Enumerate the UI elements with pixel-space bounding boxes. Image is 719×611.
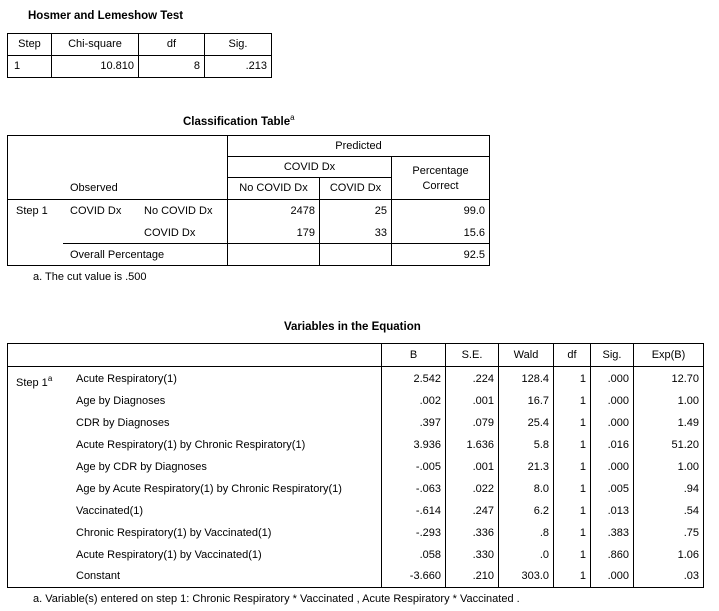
table-cell: .000 xyxy=(607,395,629,407)
variable-name: Constant xyxy=(76,570,121,582)
table-cell: 1 xyxy=(579,439,586,451)
column-header: B xyxy=(409,349,418,361)
table-cell: 21.3 xyxy=(527,461,549,473)
row-label: COVID Dx xyxy=(144,227,196,239)
grid-line xyxy=(7,343,8,588)
grid-line xyxy=(7,77,272,78)
table-cell: 1 xyxy=(579,461,586,473)
table-cell: 2478 xyxy=(290,205,315,217)
column-header: No COVID Dx xyxy=(239,182,308,194)
table-cell: .860 xyxy=(607,549,629,561)
table-cell: 1 xyxy=(579,417,586,429)
table-cell: .8 xyxy=(539,527,549,539)
grid-line xyxy=(63,243,490,244)
column-header: Chi-square xyxy=(68,38,122,50)
table-cell: .016 xyxy=(607,439,629,451)
column-header: S.E. xyxy=(461,349,483,361)
table-cell: 1 xyxy=(579,483,586,495)
column-header: df xyxy=(166,38,177,50)
table-cell: -.614 xyxy=(415,505,441,517)
equation-title: Variables in the Equation xyxy=(284,321,421,333)
table-cell: .397 xyxy=(419,417,441,429)
table-cell: 128.4 xyxy=(521,373,549,385)
table-cell: .383 xyxy=(607,527,629,539)
covid-dx-header: COVID Dx xyxy=(283,161,336,173)
column-header: COVID Dx xyxy=(329,182,382,194)
grid-line xyxy=(271,33,272,78)
column-header: Exp(B) xyxy=(651,349,686,361)
variable-name: Age by Acute Respiratory(1) by Chronic Respiratory(1) xyxy=(76,483,342,495)
column-header: Sig. xyxy=(228,38,248,50)
table-cell: .210 xyxy=(472,570,494,582)
step-label: Step 1 xyxy=(16,205,48,217)
predicted-header: Predicted xyxy=(335,140,382,152)
table-cell: 179 xyxy=(296,227,315,239)
table-cell: .000 xyxy=(607,373,629,385)
variable-name: Vaccinated(1) xyxy=(76,505,144,517)
table-cell: 1.06 xyxy=(677,549,699,561)
table-cell: 8 xyxy=(193,60,200,72)
table-cell: .005 xyxy=(607,483,629,495)
variable-name: CDR by Diagnoses xyxy=(76,417,170,429)
variable-name: Acute Respiratory(1) xyxy=(76,373,177,385)
table-cell: 15.6 xyxy=(463,227,485,239)
grid-line xyxy=(7,265,490,266)
table-cell: 1.00 xyxy=(677,395,699,407)
table-cell: .330 xyxy=(472,549,494,561)
table-cell: .058 xyxy=(419,549,441,561)
table-cell: 303.0 xyxy=(521,570,549,582)
table-cell: 8.0 xyxy=(533,483,549,495)
hosmer-title: Hosmer and Lemeshow Test xyxy=(28,10,184,22)
table-cell: -.005 xyxy=(415,461,441,473)
table-cell: 25.4 xyxy=(527,417,549,429)
grid-line xyxy=(7,33,272,34)
table-cell: -.063 xyxy=(415,483,441,495)
grid-line xyxy=(227,156,490,157)
column-header: Sig. xyxy=(602,349,622,361)
table-cell: .000 xyxy=(607,570,629,582)
table-cell: 2.542 xyxy=(413,373,441,385)
table-cell: .336 xyxy=(472,527,494,539)
table-cell: .0 xyxy=(539,549,549,561)
table-cell: 1 xyxy=(579,395,586,407)
table-cell: -.293 xyxy=(415,527,441,539)
column-header: Wald xyxy=(513,349,539,361)
table-cell: .000 xyxy=(607,417,629,429)
table-cell: .000 xyxy=(607,461,629,473)
table-cell: 1 xyxy=(579,549,586,561)
table-cell: 1 xyxy=(14,60,21,72)
classification-footnote: a. The cut value is .500 xyxy=(33,271,147,283)
grid-line xyxy=(227,177,392,178)
table-cell: 12.70 xyxy=(671,373,699,385)
variable-name: Age by Diagnoses xyxy=(76,395,166,407)
table-cell: -3.660 xyxy=(409,570,441,582)
grid-line xyxy=(7,199,490,200)
percentage-header: Percentage xyxy=(412,165,469,177)
table-cell: 33 xyxy=(374,227,387,239)
table-cell: 10.810 xyxy=(100,60,134,72)
variable-name: Chronic Respiratory(1) by Vaccinated(1) xyxy=(76,527,272,539)
grid-line xyxy=(489,135,490,266)
variable-name: Age by CDR by Diagnoses xyxy=(76,461,207,473)
classification-title: Classification Table$^a$ xyxy=(183,113,295,128)
table-cell: 3.936 xyxy=(413,439,441,451)
grid-line xyxy=(703,343,704,588)
table-cell: 1 xyxy=(579,570,586,582)
table-cell: .022 xyxy=(472,483,494,495)
table-cell: 1 xyxy=(579,505,586,517)
grid-line xyxy=(7,343,704,344)
table-cell: 5.8 xyxy=(533,439,549,451)
step-label: Step 1$^a$ xyxy=(16,374,53,389)
table-cell: 1 xyxy=(579,373,586,385)
grid-line xyxy=(7,135,8,266)
grid-line xyxy=(7,55,272,56)
equation-footnote: a. Variable(s) entered on step 1: Chronic Respiratory * Vaccinated , Acute Respiratory * Vaccinated . xyxy=(33,593,520,605)
table-cell: 1.636 xyxy=(466,439,494,451)
table-cell: 16.7 xyxy=(527,395,549,407)
overall-label: Overall Percentage xyxy=(70,249,165,261)
table-cell: .224 xyxy=(472,373,494,385)
table-cell: .079 xyxy=(472,417,494,429)
table-cell: 1.49 xyxy=(677,417,699,429)
variable-name: Acute Respiratory(1) by Chronic Respiratory(1) xyxy=(76,439,306,451)
table-cell: .002 xyxy=(419,395,441,407)
table-cell: 1.00 xyxy=(677,461,699,473)
table-cell: .75 xyxy=(683,527,699,539)
table-cell: 1 xyxy=(579,527,586,539)
table-cell: 99.0 xyxy=(463,205,485,217)
table-cell: .213 xyxy=(245,60,267,72)
grid-line xyxy=(7,135,490,136)
table-cell: .247 xyxy=(472,505,494,517)
table-cell: 6.2 xyxy=(533,505,549,517)
table-cell: 92.5 xyxy=(463,249,485,261)
table-cell: .001 xyxy=(472,461,494,473)
table-cell: .54 xyxy=(683,505,699,517)
correct-header: Correct xyxy=(422,180,459,192)
grid-line xyxy=(7,366,704,367)
table-cell: 25 xyxy=(374,205,387,217)
variable-name: Acute Respiratory(1) by Vaccinated(1) xyxy=(76,549,262,561)
row-label: No COVID Dx xyxy=(144,205,213,217)
table-cell: .013 xyxy=(607,505,629,517)
table-cell: 51.20 xyxy=(671,439,699,451)
column-header: Step xyxy=(18,38,41,50)
column-header: df xyxy=(567,349,577,361)
table-cell: .94 xyxy=(683,483,699,495)
table-cell: .001 xyxy=(472,395,494,407)
variable-label: COVID Dx xyxy=(70,205,122,217)
observed-header: Observed xyxy=(70,182,118,194)
table-cell: .03 xyxy=(683,570,699,582)
grid-line xyxy=(7,587,704,588)
